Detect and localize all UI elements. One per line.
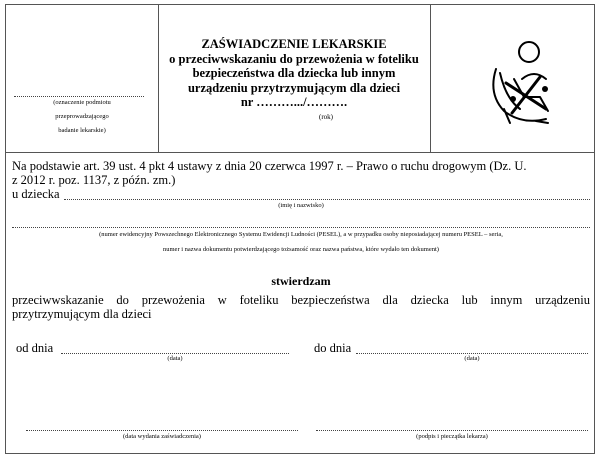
stamp-dotted-line — [14, 96, 144, 97]
header-divider-right — [430, 5, 431, 152]
title-line: o przeciwwskazaniu do przewożenia w foteliku — [169, 51, 419, 66]
certificate-form — [5, 4, 595, 454]
to-label: do dnia — [314, 341, 352, 355]
legal-basis-line1: Na podstawie art. 39 ust. 4 pkt 4 ustawy z dnia 20 czerwca 1997 r. – Prawo o ruchu drogowym (Dz. U. — [12, 159, 527, 173]
form-title — [158, 37, 430, 110]
name-caption: (imię i nazwisko) — [278, 202, 324, 209]
signature-caption: (podpis i pieczątka lekarza) — [416, 433, 488, 440]
title-line: urządzeniu przytrzymującym dla dzieci — [187, 80, 401, 95]
certificate-number: nr ……….../………. — [240, 95, 348, 109]
issue-date-line[interactable] — [26, 430, 298, 431]
title-line: ZAŚWIADCZENIE LEKARSKIE — [201, 37, 387, 51]
from-label: od dnia — [16, 341, 54, 355]
legal-basis-line2: z 2012 r. poz. 1137, z późn. zm.) — [12, 173, 176, 187]
id-caption-line2: numer i nazwa dokumentu potwierdzającego tożsamość oraz nazwa państwa, które wydało ten dokument) — [163, 246, 439, 253]
issue-date-caption: (data wydania zaświadczenia) — [123, 433, 201, 440]
title-line: bezpieczeństwa dla dziecka lub innym — [192, 66, 396, 80]
child-id-line[interactable] — [12, 227, 590, 228]
stamp-caption-line: badanie lekarskie) — [58, 127, 106, 134]
signature-line[interactable] — [316, 430, 588, 431]
child-label: u dziecka — [12, 187, 60, 201]
year-caption: (rok) — [319, 113, 333, 121]
from-date-caption: (data) — [167, 355, 183, 362]
id-caption-line1: (numer ewidencyjny Powszechnego Elektronicznego Systemu Ewidencji Ludności (PESEL), a w przypadku osoby nieposiadającej numeru PESEL – seria, — [99, 231, 503, 238]
stamp-caption-line: przeprowadzającego — [55, 113, 109, 120]
child-name-line[interactable] — [64, 199, 590, 200]
stamp-caption — [6, 98, 158, 135]
child-in-car-seat-crossed-icon — [476, 39, 576, 129]
stamp-caption-line: (oznaczenie podmiotu — [53, 99, 111, 106]
to-date-caption: (data) — [464, 355, 480, 362]
statement-heading: stwierdzam — [271, 274, 331, 288]
statement-line1: przeciwwskazanie do przewożenia w foteliku bezpieczeństwa dla dziecka lub innym urządzeniu — [12, 293, 590, 307]
statement-line2: przytrzymującym dla dzieci — [12, 307, 152, 321]
header-bottom-rule — [6, 152, 594, 153]
